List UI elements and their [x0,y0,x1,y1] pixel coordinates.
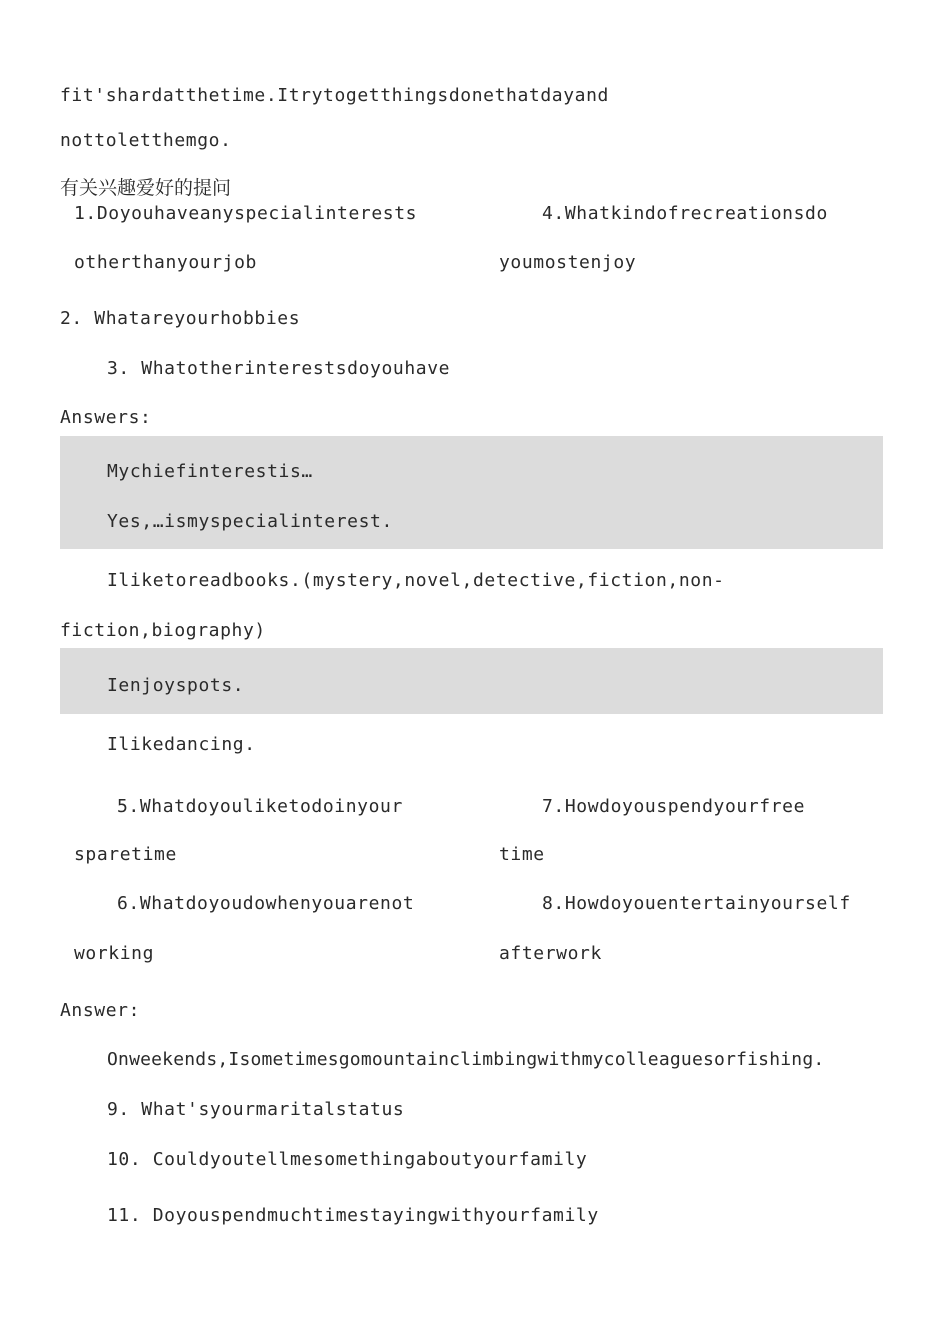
question-11: 11. Doyouspendmuchtimestayingwithyourfamily [107,1205,599,1226]
question-2: 2. Whatareyourhobbies [60,308,301,329]
question-5-line-2: sparetime [74,844,177,865]
answer-3-line-2: fiction,biography) [60,620,266,641]
section-heading: 有关兴趣爱好的提问 [60,177,232,199]
question-7-line-2: time [499,844,545,865]
answers-label: Answers: [60,407,152,428]
question-1-line-1: 1.Doyouhaveanyspecialinterests [74,203,418,224]
question-8-line-1: 8.Howdoyouentertainyourself [542,893,851,914]
answer-5: Ilikedancing. [107,734,256,755]
question-9: 9. What'syourmaritalstatus [107,1099,405,1120]
question-8-line-2: afterwork [499,943,602,964]
answer-label: Answer: [60,1000,141,1021]
question-6-line-2: working [74,943,155,964]
answer-weekends: Onweekends,Isometimesgomountainclimbingwithmycolleaguesorfishing. [107,1049,825,1070]
answer-2: Yes,…ismyspecialinterest. [107,511,393,532]
question-10: 10. Couldyoutellmesomethingaboutyourfamily [107,1149,588,1170]
question-3: 3. Whatotherinterestsdoyouhave [107,358,451,379]
question-5-line-1: 5.Whatdoyouliketodoinyour [117,796,403,817]
intro-line-2: nottoletthemgo. [60,130,232,151]
question-4-line-2: youmostenjoy [499,252,637,273]
answer-1: Mychiefinterestis… [107,461,313,482]
question-1-line-2: otherthanyourjob [74,252,257,273]
question-4-line-1: 4.Whatkindofrecreationsdo [542,203,828,224]
question-7-line-1: 7.Howdoyouspendyourfree [542,796,806,817]
intro-line-1: fit'shardatthetime.Itrytogetthingsdonethatdayand [60,85,609,106]
question-6-line-1: 6.Whatdoyoudowhenyouarenot [117,893,415,914]
answer-4: Ienjoyspots. [107,675,245,696]
answer-3-line-1: Iliketoreadbooks.(mystery,novel,detective,fiction,non- [107,570,725,591]
